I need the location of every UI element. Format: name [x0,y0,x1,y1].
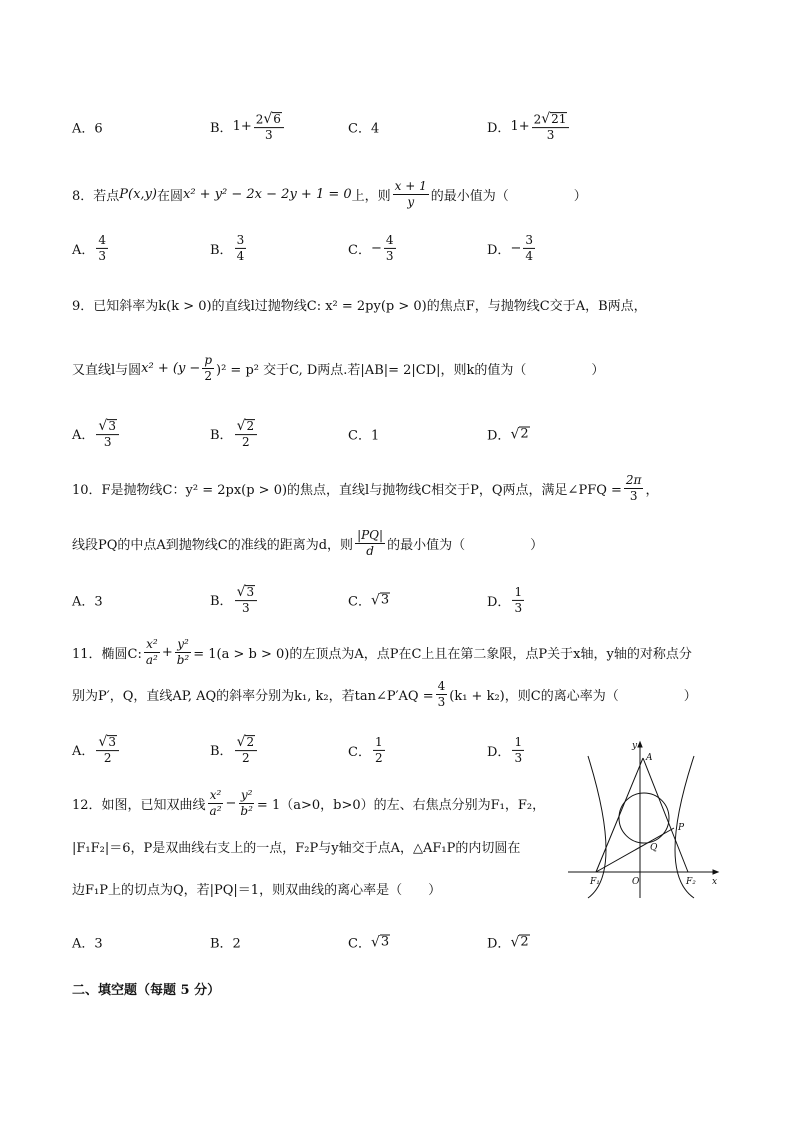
label-p: P [678,823,685,833]
q10-line-1: 10．F是抛物线C：y² = 2px(p > 0)的焦点，直线l与抛物线C相交于P，Q两点，满足∠PFQ = $\frac{2\pi}{3}$ ， [72,472,659,503]
q10-line-2: 线段PQ的中点A到抛物线C的准线的距离为d，则 $\frac{|PQ|}{d}$ 的最小值为（ ） [72,527,544,558]
q12-line-3: 边F₁P上的切点为Q，若|PQ|＝1，则双曲线的离心率是（ ） [72,882,442,898]
label-y: y [632,741,638,751]
q9-line-2: 又直线l与圆 x² + (y − $\frac{p}{2}$ )² = p² 交于C, D两点.若|AB|= 2|CD|，则k的值为（ ） [72,352,605,383]
q8-stem: 8．若点 P(x,y) 在圆 x² + y² − 2x − 2y + 1 = 0 上，则 $\frac{x + 1}{y}$ 的最小值为（ ） [72,178,587,209]
q8-option-b: B． $\frac{3}{4}$ [210,232,245,263]
q8-option-c: C． − $\frac{4}{3}$ [348,232,394,263]
y-axis-arrow [638,742,642,747]
label-a: A [646,753,653,763]
q10-option-c: C． √ 3 [348,592,390,610]
x-axis-arrow [713,870,718,874]
label-x: x [712,877,718,887]
q9-line-1: 9．已知斜率为k(k > 0)的直线l过抛物线C: x² = 2py(p > 0)的焦点F，与抛物线C交于A，B两点， [72,298,647,314]
q9-option-c: C．1 [348,428,380,444]
q11-line-1: 11．椭圆C: $\frac{\text{x²}}{\text{a²}}$ + $\frac{\text{y²}}{\text{b²}}$ = 1(a > b > 0)的左顶点为A，点P在C上且在第二象限，点P关于x轴，y轴的对称点分 [72,636,692,667]
q7-option-a: A．6 [72,121,103,137]
q7-option-b: B． 1+ 2 √ 6 3 [210,112,286,142]
q7-option-c: C．4 [348,121,380,137]
q12-option-c: C． √ 3 [348,934,390,952]
q12-option-b: B．2 [210,936,241,952]
label-o: O [632,877,640,887]
q12-option-a: A．3 [72,936,103,952]
section-2-heading: 二、填空题（每题 5 分） [72,982,221,998]
label-q: Q [650,843,658,853]
q11-option-d: D． $\frac{1}{3}$ [487,734,523,765]
q12-options [0,922,794,962]
q8-options [0,228,794,268]
q12-line-2: |F₁F₂|＝6，P是双曲线右支上的一点，F₂P与y轴交于点A，△AF₁P的内切圆在 [72,840,521,856]
label-f2: F₂ [686,877,696,887]
q11-option-c: C． $\frac{1}{2}$ [348,734,383,765]
q8-option-d: D． − $\frac{3}{4}$ [487,232,533,263]
q9-option-b: B． √ 2 2 [210,419,259,449]
q8-option-a: A． $\frac{4}{3}$ [72,232,107,263]
q11-option-a: A． √ 3 2 [72,735,121,765]
q11-option-b: B． √ 2 2 [210,735,259,765]
hyperbola-figure [568,738,724,902]
q10-option-b: B． √ 3 3 [210,585,259,615]
q7-options [0,107,794,147]
q7-option-d: D． 1+ 2 √ 21 3 [487,112,571,142]
q12-option-d: D． √ 2 [487,934,529,952]
q10-option-d: D． $\frac{1}{3}$ [487,584,523,615]
q12-line-1: 12．如图，已知双曲线 $\frac{\text{x²}}{\text{a²}}$ − $\frac{\text{y²}}{\text{b²}}$ = 1（a>0，b>0）的左、右焦点分别为F₁，F₂， [72,787,546,818]
q9-option-d: D． √ 2 [487,426,529,444]
q10-option-a: A．3 [72,594,103,610]
q9-options [0,414,794,454]
label-f1: F₁ [590,877,600,887]
segment-a-f2 [643,758,688,872]
q9-option-a: A． √ 3 3 [72,419,121,449]
incircle [619,793,669,843]
q10-options [0,580,794,620]
q11-line-2: 别为P′，Q，直线AP, AQ的斜率分别为k₁, k₂，若tan∠P′AQ = $\frac{4}{3}$ (k₁ + k₂)，则C的离心率为（ ） [72,678,697,709]
